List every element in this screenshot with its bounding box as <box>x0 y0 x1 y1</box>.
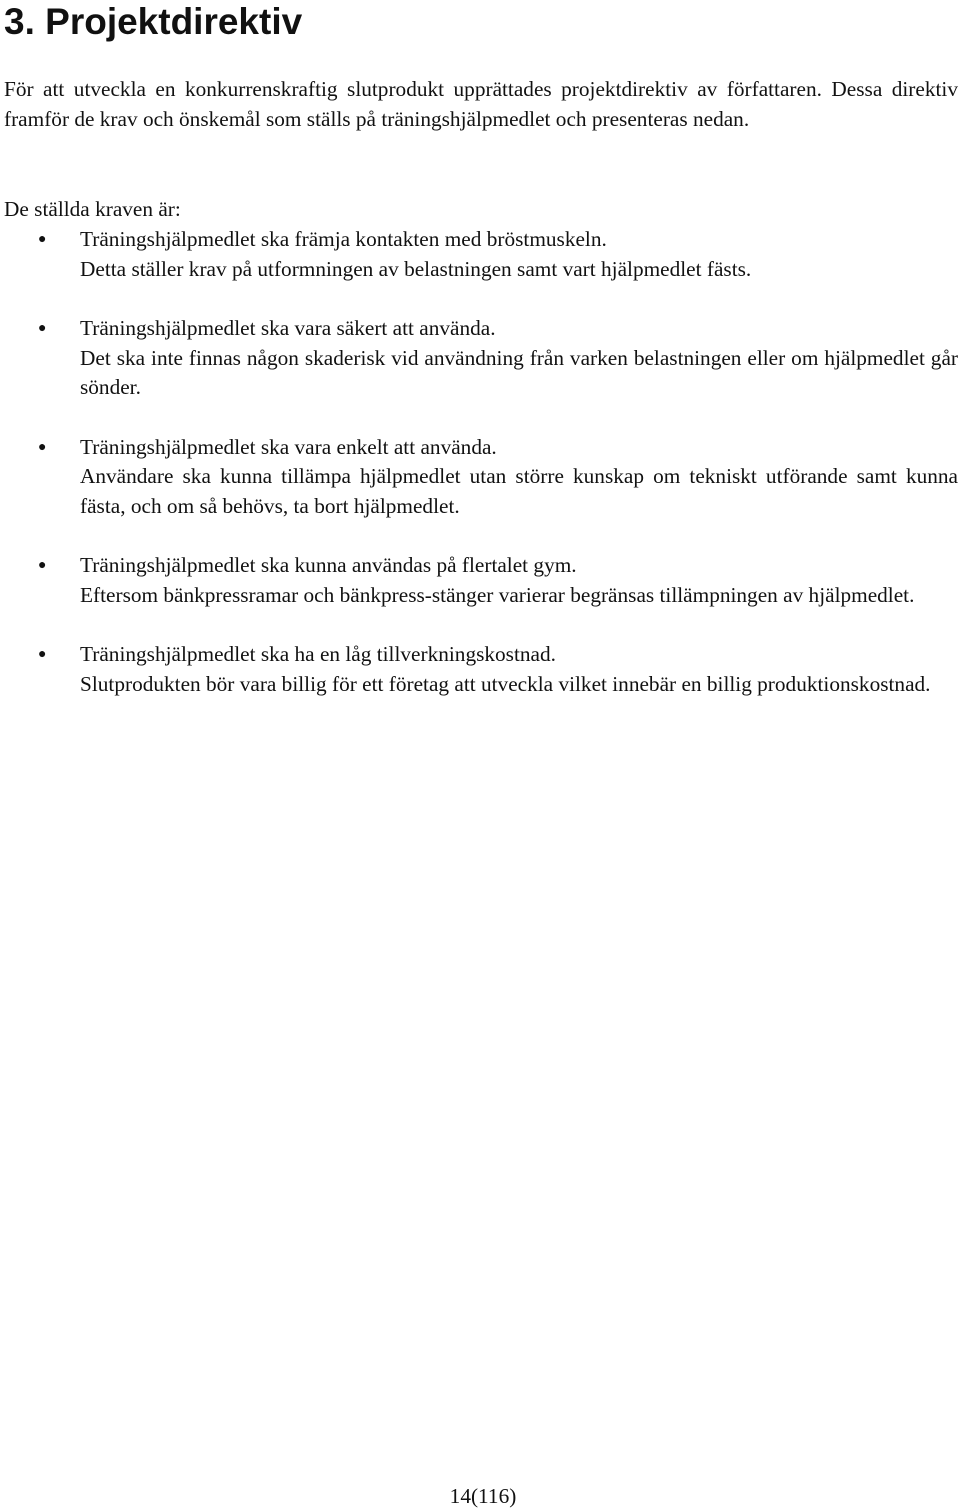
bullet-icon: ● <box>38 321 47 336</box>
bullet-icon: ● <box>38 439 47 455</box>
requirement-description: Detta ställer krav på utformningen av belastningen samt vart hjälpmedlet fästs. <box>80 256 752 281</box>
requirement-title: Träningshjälpmedlet ska ha en låg tillverkningskostnad. <box>80 642 556 666</box>
requirement-item <box>0 225 958 284</box>
requirement-title: Träningshjälpmedlet ska vara enkelt att använda. <box>80 434 497 459</box>
requirement-description: Användare ska kunna tillämpa hjälpmedlet utan större kunskap om tekniskt utförande samt kunna fästa, och om så behövs, ta bort hjälpmedlet. <box>80 464 958 518</box>
intro-paragraph: För att utveckla en konkurrenskraftig slutprodukt upprättades projektdirektiv av författaren. Dessa direktiv framför de krav och önskemål som ställs på träningshjälpmedlet och presenteras nedan. <box>4 77 958 131</box>
requirement-description: Eftersom bänkpressramar och bänkpress-stänger varierar begränsas tillämpningen av hjälpmedlet. <box>80 582 915 607</box>
requirement-item <box>0 433 958 522</box>
section-heading: 3. Projektdirektiv <box>4 1 303 42</box>
bullet-icon: ● <box>38 647 47 662</box>
requirement-item <box>0 551 958 610</box>
requirement-title: Träningshjälpmedlet ska vara säkert att använda. <box>80 316 496 340</box>
requirements-label: De ställda kraven är: <box>4 197 181 221</box>
requirements-list <box>0 225 960 729</box>
requirement-item <box>0 640 958 699</box>
requirement-description: Slutprodukten bör vara billig för ett företag att utveckla vilket innebär en billig produktionskostnad. <box>80 671 931 696</box>
page-number: 14(116) <box>449 1484 517 1508</box>
requirement-description: Det ska inte finnas någon skaderisk vid användning från varken belastningen eller om hjälpmedlet går sönder. <box>80 345 958 399</box>
requirement-item <box>0 314 958 403</box>
requirement-title: Träningshjälpmedlet ska främja kontakten med bröstmuskeln. <box>80 227 607 251</box>
bullet-icon: ● <box>38 558 47 573</box>
requirement-title: Träningshjälpmedlet ska kunna användas på flertalet gym. <box>80 553 577 577</box>
bullet-icon: ● <box>38 232 47 247</box>
